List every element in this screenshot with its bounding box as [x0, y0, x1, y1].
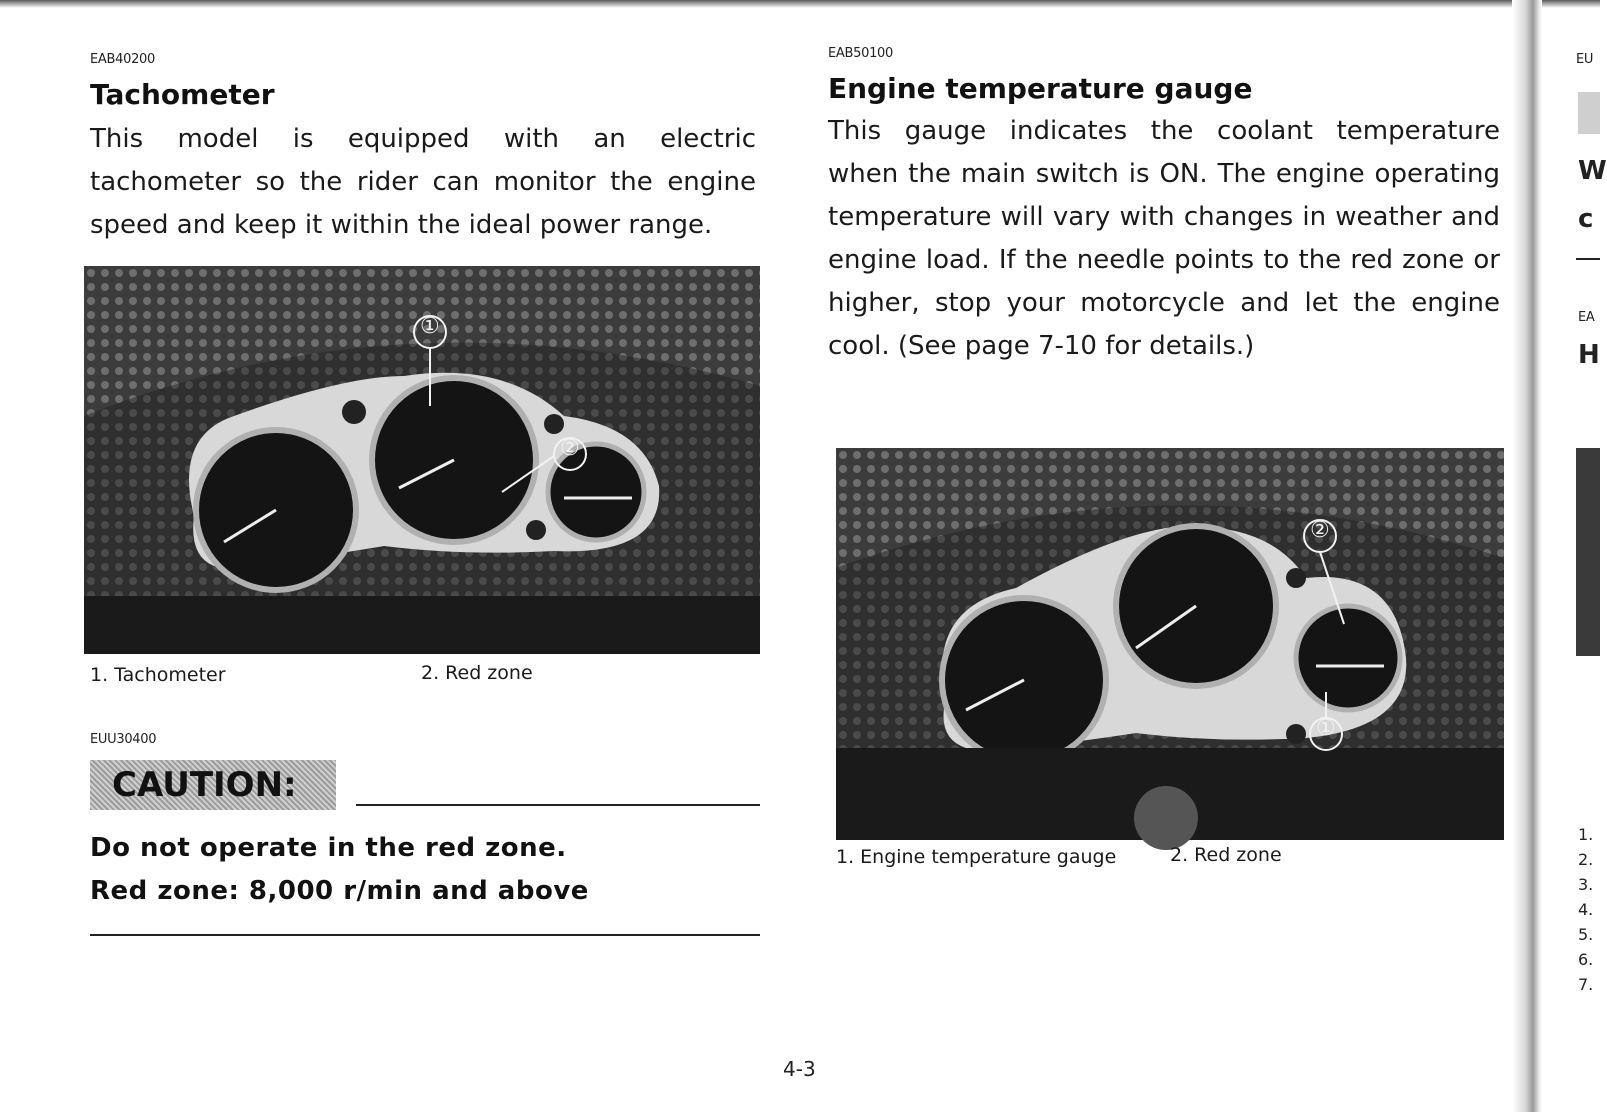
page-number: 4-3 [783, 1057, 816, 1081]
tachometer-dial [1116, 526, 1276, 686]
caption-tachometer: 1. Tachometer [90, 664, 226, 686]
speedometer-dial [196, 430, 356, 590]
marker-2-red-zone: ② [1310, 518, 1330, 543]
caption-engine-temperature-gauge: 1. Engine temperature gauge [836, 846, 1117, 868]
temperature-gauge-photo [836, 448, 1504, 840]
next-page-code: EU [1576, 52, 1594, 67]
marker-1-temperature-gauge: ① [1316, 716, 1336, 741]
caution-rule-bottom [90, 934, 760, 936]
next-page-code-2: EA [1578, 310, 1595, 325]
next-page-list [1578, 822, 1593, 997]
next-page-letter-c: c [1578, 204, 1594, 234]
caution-code: EUU30400 [90, 732, 157, 747]
tachometer-dial [372, 378, 536, 542]
list-item: 1. [1578, 825, 1594, 844]
heading-engine-temperature-gauge: Engine temperature gauge [828, 72, 1253, 105]
heading-tachometer: Tachometer [90, 78, 275, 111]
section-code-tachometer: EAB40200 [90, 52, 155, 67]
temperature-dial [1296, 606, 1400, 710]
caution-label: CAUTION: [90, 760, 336, 810]
caption-red-zone-right: 2. Red zone [1170, 844, 1282, 866]
list-item: 6. [1578, 950, 1594, 969]
temperature-gauge-description: This gauge indicates the coolant temperature when the main switch is ON. The engine operating temperature will vary with changes in weather and engine load. If the needle points to the red zone or higher, stop your motorcycle and let the engine cool. (See page 7-10 for details.) [828, 116, 1500, 361]
caution-rule-top [356, 804, 760, 806]
caption-red-zone: 2. Red zone [421, 662, 533, 684]
list-item: 3. [1578, 875, 1594, 894]
list-item: 5. [1578, 925, 1594, 944]
marker-1-tachometer: ① [420, 314, 440, 339]
warning-line-1: Do not operate in the red zone. [90, 833, 567, 863]
list-item: 4. [1578, 900, 1594, 919]
book-spine [1512, 0, 1542, 1112]
next-page-rule [1576, 258, 1600, 260]
section-code-temperature: EAB50100 [828, 46, 893, 61]
list-item: 2. [1578, 850, 1594, 869]
next-page-photo-edge [1576, 448, 1600, 656]
speedometer-dial [942, 598, 1106, 762]
next-page-letter-h: H [1578, 340, 1600, 370]
next-page-caution-box [1578, 92, 1600, 134]
warning-line-2: Red zone: 8,000 r/min and above [90, 876, 589, 906]
next-page-letter-w: W [1578, 156, 1607, 186]
list-item: 7. [1578, 975, 1594, 994]
page-top-shadow [0, 0, 1600, 8]
marker-2-red-zone: ② [560, 436, 580, 461]
tachometer-description: This model is equipped with an electric tachometer so the rider can monitor the engine speed and keep it within the ideal power range. [90, 124, 756, 240]
tachometer-photo [84, 266, 760, 654]
